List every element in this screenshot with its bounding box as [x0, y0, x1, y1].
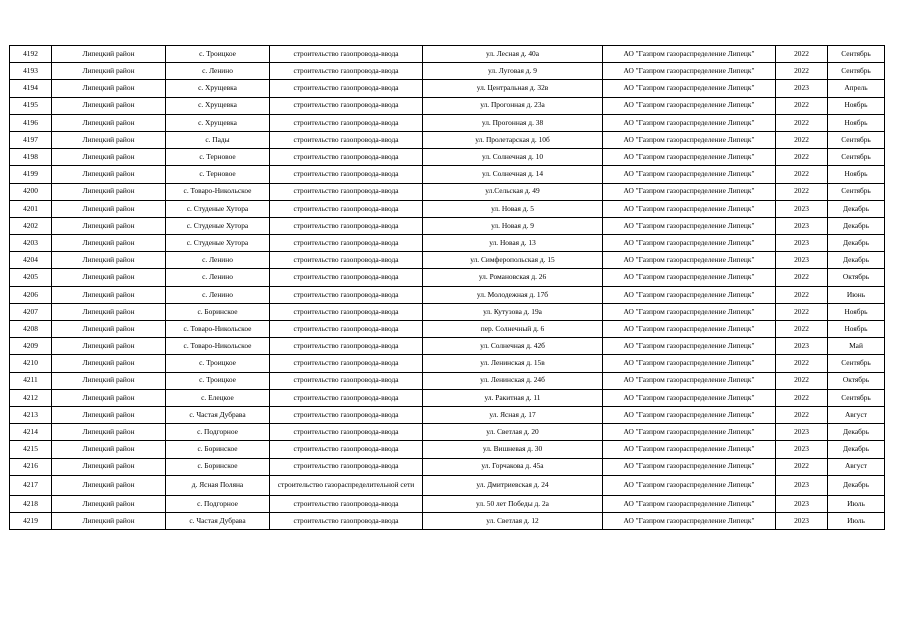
organization-cell: АО "Газпром газораспределение Липецк" [603, 321, 776, 338]
month-cell: Ноябрь [828, 97, 885, 114]
month-cell: Август [828, 406, 885, 423]
year-cell: 2023 [776, 495, 828, 512]
locality-cell: с. Частая Дубрава [166, 513, 270, 530]
locality-cell: с. Хрущевка [166, 97, 270, 114]
work-type-cell: строительство газопровода-ввода [270, 513, 423, 530]
row-number: 4217 [10, 475, 52, 495]
work-type-cell: строительство газопровода-ввода [270, 406, 423, 423]
table-body [10, 46, 885, 530]
month-cell: Октябрь [828, 372, 885, 389]
work-type-cell: строительство газопровода-ввода [270, 252, 423, 269]
month-cell: Сентябрь [828, 355, 885, 372]
year-cell: 2023 [776, 513, 828, 530]
year-cell: 2023 [776, 217, 828, 234]
district-cell: Липецкий район [52, 513, 166, 530]
year-cell: 2023 [776, 252, 828, 269]
address-cell: ул.Сельская д. 49 [423, 183, 603, 200]
row-number: 4194 [10, 80, 52, 97]
year-cell: 2023 [776, 235, 828, 252]
year-cell: 2022 [776, 131, 828, 148]
work-type-cell: строительство газораспределительной сети [270, 475, 423, 495]
year-cell: 2022 [776, 303, 828, 320]
work-type-cell: строительство газопровода-ввода [270, 495, 423, 512]
month-cell: Декабрь [828, 217, 885, 234]
month-cell: Июль [828, 495, 885, 512]
address-cell: ул. Молодежная д. 17б [423, 286, 603, 303]
address-cell: ул. Ракитная д. 11 [423, 389, 603, 406]
address-cell: ул. Симферопольская д. 15 [423, 252, 603, 269]
organization-cell: АО "Газпром газораспределение Липецк" [603, 46, 776, 63]
year-cell: 2023 [776, 441, 828, 458]
table-row [10, 458, 885, 475]
month-cell: Ноябрь [828, 114, 885, 131]
year-cell: 2022 [776, 269, 828, 286]
month-cell: Июль [828, 513, 885, 530]
organization-cell: АО "Газпром газораспределение Липецк" [603, 131, 776, 148]
organization-cell: АО "Газпром газораспределение Липецк" [603, 495, 776, 512]
address-cell: ул. Солнечная д. 14 [423, 166, 603, 183]
district-cell: Липецкий район [52, 166, 166, 183]
row-number: 4192 [10, 46, 52, 63]
month-cell: Август [828, 458, 885, 475]
month-cell: Сентябрь [828, 389, 885, 406]
locality-cell: с. Хрущевка [166, 80, 270, 97]
work-type-cell: строительство газопровода-ввода [270, 321, 423, 338]
organization-cell: АО "Газпром газораспределение Липецк" [603, 80, 776, 97]
year-cell: 2023 [776, 475, 828, 495]
row-number: 4203 [10, 235, 52, 252]
year-cell: 2022 [776, 166, 828, 183]
organization-cell: АО "Газпром газораспределение Липецк" [603, 63, 776, 80]
table-row [10, 355, 885, 372]
address-cell: ул. Центральная д. 32в [423, 80, 603, 97]
row-number: 4195 [10, 97, 52, 114]
district-cell: Липецкий район [52, 406, 166, 423]
row-number: 4193 [10, 63, 52, 80]
organization-cell: АО "Газпром газораспределение Липецк" [603, 513, 776, 530]
address-cell: ул. Прогонная д. 38 [423, 114, 603, 131]
year-cell: 2023 [776, 424, 828, 441]
locality-cell: с. Троицкое [166, 46, 270, 63]
table-row [10, 131, 885, 148]
address-cell: ул. Светлая д. 12 [423, 513, 603, 530]
table-row [10, 389, 885, 406]
address-cell: ул. Прогонная д. 23а [423, 97, 603, 114]
year-cell: 2022 [776, 286, 828, 303]
district-cell: Липецкий район [52, 269, 166, 286]
district-cell: Липецкий район [52, 97, 166, 114]
work-type-cell: строительство газопровода-ввода [270, 131, 423, 148]
table-row [10, 166, 885, 183]
organization-cell: АО "Газпром газораспределение Липецк" [603, 286, 776, 303]
district-cell: Липецкий район [52, 303, 166, 320]
year-cell: 2022 [776, 458, 828, 475]
row-number: 4204 [10, 252, 52, 269]
district-cell: Липецкий район [52, 252, 166, 269]
locality-cell: с. Студеные Хутора [166, 200, 270, 217]
organization-cell: АО "Газпром газораспределение Липецк" [603, 303, 776, 320]
table-row [10, 183, 885, 200]
row-number: 4202 [10, 217, 52, 234]
month-cell: Сентябрь [828, 131, 885, 148]
row-number: 4200 [10, 183, 52, 200]
table-row [10, 235, 885, 252]
locality-cell: с. Ленино [166, 286, 270, 303]
row-number: 4216 [10, 458, 52, 475]
table-row [10, 441, 885, 458]
locality-cell: с. Товаро-Никольское [166, 338, 270, 355]
address-cell: ул. Солнечная д. 42б [423, 338, 603, 355]
month-cell: Июнь [828, 286, 885, 303]
locality-cell: с. Товаро-Никольское [166, 321, 270, 338]
table-row [10, 97, 885, 114]
locality-cell: с. Троицкое [166, 355, 270, 372]
work-type-cell: строительство газопровода-ввода [270, 200, 423, 217]
locality-cell: с. Подгорное [166, 495, 270, 512]
organization-cell: АО "Газпром газораспределение Липецк" [603, 235, 776, 252]
district-cell: Липецкий район [52, 63, 166, 80]
year-cell: 2022 [776, 46, 828, 63]
table-row [10, 286, 885, 303]
district-cell: Липецкий район [52, 458, 166, 475]
table-row [10, 80, 885, 97]
work-type-cell: строительство газопровода-ввода [270, 183, 423, 200]
address-cell: ул. Солнечная д. 10 [423, 149, 603, 166]
organization-cell: АО "Газпром газораспределение Липецк" [603, 200, 776, 217]
locality-cell: с. Троицкое [166, 372, 270, 389]
table-row [10, 513, 885, 530]
organization-cell: АО "Газпром газораспределение Липецк" [603, 97, 776, 114]
address-cell: ул. Дмитриевская д. 24 [423, 475, 603, 495]
month-cell: Декабрь [828, 441, 885, 458]
row-number: 4206 [10, 286, 52, 303]
district-cell: Липецкий район [52, 131, 166, 148]
address-cell: ул. Горчакова д. 45а [423, 458, 603, 475]
work-type-cell: строительство газопровода-ввода [270, 458, 423, 475]
table-row [10, 252, 885, 269]
district-cell: Липецкий район [52, 46, 166, 63]
table-row [10, 200, 885, 217]
organization-cell: АО "Газпром газораспределение Липецк" [603, 252, 776, 269]
district-cell: Липецкий район [52, 235, 166, 252]
year-cell: 2022 [776, 63, 828, 80]
address-cell: ул. Новая д. 13 [423, 235, 603, 252]
work-type-cell: строительство газопровода-ввода [270, 217, 423, 234]
month-cell: Апрель [828, 80, 885, 97]
district-cell: Липецкий район [52, 495, 166, 512]
work-type-cell: строительство газопровода-ввода [270, 46, 423, 63]
organization-cell: АО "Газпром газораспределение Липецк" [603, 372, 776, 389]
work-type-cell: строительство газопровода-ввода [270, 166, 423, 183]
locality-cell: с. Боринское [166, 441, 270, 458]
year-cell: 2023 [776, 80, 828, 97]
row-number: 4205 [10, 269, 52, 286]
table-row [10, 338, 885, 355]
locality-cell: с. Подгорное [166, 424, 270, 441]
row-number: 4199 [10, 166, 52, 183]
organization-cell: АО "Газпром газораспределение Липецк" [603, 355, 776, 372]
work-type-cell: строительство газопровода-ввода [270, 286, 423, 303]
address-cell: ул. Вишневая д. 30 [423, 441, 603, 458]
district-cell: Липецкий район [52, 372, 166, 389]
locality-cell: с. Терновое [166, 149, 270, 166]
district-cell: Липецкий район [52, 80, 166, 97]
address-cell: ул. Ленинская д. 24б [423, 372, 603, 389]
table-row [10, 303, 885, 320]
work-type-cell: строительство газопровода-ввода [270, 424, 423, 441]
row-number: 4198 [10, 149, 52, 166]
organization-cell: АО "Газпром газораспределение Липецк" [603, 166, 776, 183]
district-cell: Липецкий район [52, 389, 166, 406]
table-row [10, 372, 885, 389]
address-cell: ул. Ленинская д. 15в [423, 355, 603, 372]
organization-cell: АО "Газпром газораспределение Липецк" [603, 183, 776, 200]
table-row [10, 475, 885, 495]
row-number: 4197 [10, 131, 52, 148]
district-cell: Липецкий район [52, 200, 166, 217]
table-row [10, 495, 885, 512]
organization-cell: АО "Газпром газораспределение Липецк" [603, 389, 776, 406]
locality-cell: с. Терновое [166, 166, 270, 183]
organization-cell: АО "Газпром газораспределение Липецк" [603, 406, 776, 423]
month-cell: Ноябрь [828, 321, 885, 338]
month-cell: Октябрь [828, 269, 885, 286]
table-row [10, 424, 885, 441]
table-row [10, 46, 885, 63]
year-cell: 2022 [776, 372, 828, 389]
table-row [10, 321, 885, 338]
year-cell: 2023 [776, 338, 828, 355]
row-number: 4211 [10, 372, 52, 389]
month-cell: Сентябрь [828, 183, 885, 200]
address-cell: ул. Луговая д. 9 [423, 63, 603, 80]
year-cell: 2022 [776, 355, 828, 372]
locality-cell: с. Пады [166, 131, 270, 148]
row-number: 4209 [10, 338, 52, 355]
organization-cell: АО "Газпром газораспределение Липецк" [603, 441, 776, 458]
row-number: 4210 [10, 355, 52, 372]
district-cell: Липецкий район [52, 217, 166, 234]
district-cell: Липецкий район [52, 321, 166, 338]
row-number: 4196 [10, 114, 52, 131]
address-cell: ул. Новая д. 5 [423, 200, 603, 217]
year-cell: 2022 [776, 406, 828, 423]
year-cell: 2022 [776, 97, 828, 114]
year-cell: 2022 [776, 149, 828, 166]
locality-cell: с. Студеные Хутора [166, 235, 270, 252]
address-cell: ул. 50 лет Победы д. 2а [423, 495, 603, 512]
locality-cell: с. Боринское [166, 458, 270, 475]
organization-cell: АО "Газпром газораспределение Липецк" [603, 475, 776, 495]
work-type-cell: строительство газопровода-ввода [270, 149, 423, 166]
locality-cell: с. Хрущевка [166, 114, 270, 131]
locality-cell: с. Елецкое [166, 389, 270, 406]
work-type-cell: строительство газопровода-ввода [270, 338, 423, 355]
work-type-cell: строительство газопровода-ввода [270, 389, 423, 406]
year-cell: 2023 [776, 200, 828, 217]
address-cell: пер. Солнечный д. 6 [423, 321, 603, 338]
organization-cell: АО "Газпром газораспределение Липецк" [603, 338, 776, 355]
row-number: 4213 [10, 406, 52, 423]
row-number: 4201 [10, 200, 52, 217]
month-cell: Сентябрь [828, 46, 885, 63]
organization-cell: АО "Газпром газораспределение Липецк" [603, 269, 776, 286]
address-cell: ул. Светлая д. 20 [423, 424, 603, 441]
organization-cell: АО "Газпром газораспределение Липецк" [603, 458, 776, 475]
work-type-cell: строительство газопровода-ввода [270, 355, 423, 372]
table-row [10, 269, 885, 286]
work-type-cell: строительство газопровода-ввода [270, 80, 423, 97]
row-number: 4207 [10, 303, 52, 320]
address-cell: ул. Ясная д. 17 [423, 406, 603, 423]
address-cell: ул. Кутузова д. 19а [423, 303, 603, 320]
table-row [10, 149, 885, 166]
work-type-cell: строительство газопровода-ввода [270, 97, 423, 114]
year-cell: 2022 [776, 183, 828, 200]
address-cell: ул. Лесная д. 40а [423, 46, 603, 63]
month-cell: Сентябрь [828, 149, 885, 166]
district-cell: Липецкий район [52, 441, 166, 458]
work-type-cell: строительство газопровода-ввода [270, 235, 423, 252]
month-cell: Ноябрь [828, 166, 885, 183]
month-cell: Декабрь [828, 252, 885, 269]
district-cell: Липецкий район [52, 355, 166, 372]
organization-cell: АО "Газпром газораспределение Липецк" [603, 149, 776, 166]
work-type-cell: строительство газопровода-ввода [270, 441, 423, 458]
month-cell: Декабрь [828, 200, 885, 217]
row-number: 4214 [10, 424, 52, 441]
work-type-cell: строительство газопровода-ввода [270, 63, 423, 80]
locality-cell: с. Ленино [166, 252, 270, 269]
locality-cell: с. Студеные Хутора [166, 217, 270, 234]
work-type-cell: строительство газопровода-ввода [270, 269, 423, 286]
locality-cell: с. Ленино [166, 269, 270, 286]
work-type-cell: строительство газопровода-ввода [270, 303, 423, 320]
district-cell: Липецкий район [52, 149, 166, 166]
month-cell: Декабрь [828, 235, 885, 252]
row-number: 4212 [10, 389, 52, 406]
address-cell: ул. Новая д. 9 [423, 217, 603, 234]
month-cell: Декабрь [828, 424, 885, 441]
row-number: 4219 [10, 513, 52, 530]
address-cell: ул. Романовская д. 26 [423, 269, 603, 286]
locality-cell: с. Частая Дубрава [166, 406, 270, 423]
document-page [9, 45, 885, 530]
month-cell: Май [828, 338, 885, 355]
work-type-cell: строительство газопровода-ввода [270, 114, 423, 131]
locality-cell: с. Ленино [166, 63, 270, 80]
district-cell: Липецкий район [52, 338, 166, 355]
table-row [10, 406, 885, 423]
work-type-cell: строительство газопровода-ввода [270, 372, 423, 389]
table-row [10, 63, 885, 80]
month-cell: Ноябрь [828, 303, 885, 320]
year-cell: 2022 [776, 389, 828, 406]
district-cell: Липецкий район [52, 475, 166, 495]
locality-cell: с. Товаро-Никольское [166, 183, 270, 200]
district-cell: Липецкий район [52, 424, 166, 441]
year-cell: 2022 [776, 114, 828, 131]
district-cell: Липецкий район [52, 183, 166, 200]
year-cell: 2022 [776, 321, 828, 338]
organization-cell: АО "Газпром газораспределение Липецк" [603, 424, 776, 441]
row-number: 4215 [10, 441, 52, 458]
district-cell: Липецкий район [52, 114, 166, 131]
district-cell: Липецкий район [52, 286, 166, 303]
address-cell: ул. Пролетарская д. 10б [423, 131, 603, 148]
organization-cell: АО "Газпром газораспределение Липецк" [603, 114, 776, 131]
month-cell: Декабрь [828, 475, 885, 495]
organization-cell: АО "Газпром газораспределение Липецк" [603, 217, 776, 234]
table-row [10, 114, 885, 131]
locality-cell: д. Ясная Поляна [166, 475, 270, 495]
gas-connection-table [9, 45, 885, 530]
locality-cell: с. Боринское [166, 303, 270, 320]
row-number: 4218 [10, 495, 52, 512]
month-cell: Сентябрь [828, 63, 885, 80]
table-row [10, 217, 885, 234]
row-number: 4208 [10, 321, 52, 338]
